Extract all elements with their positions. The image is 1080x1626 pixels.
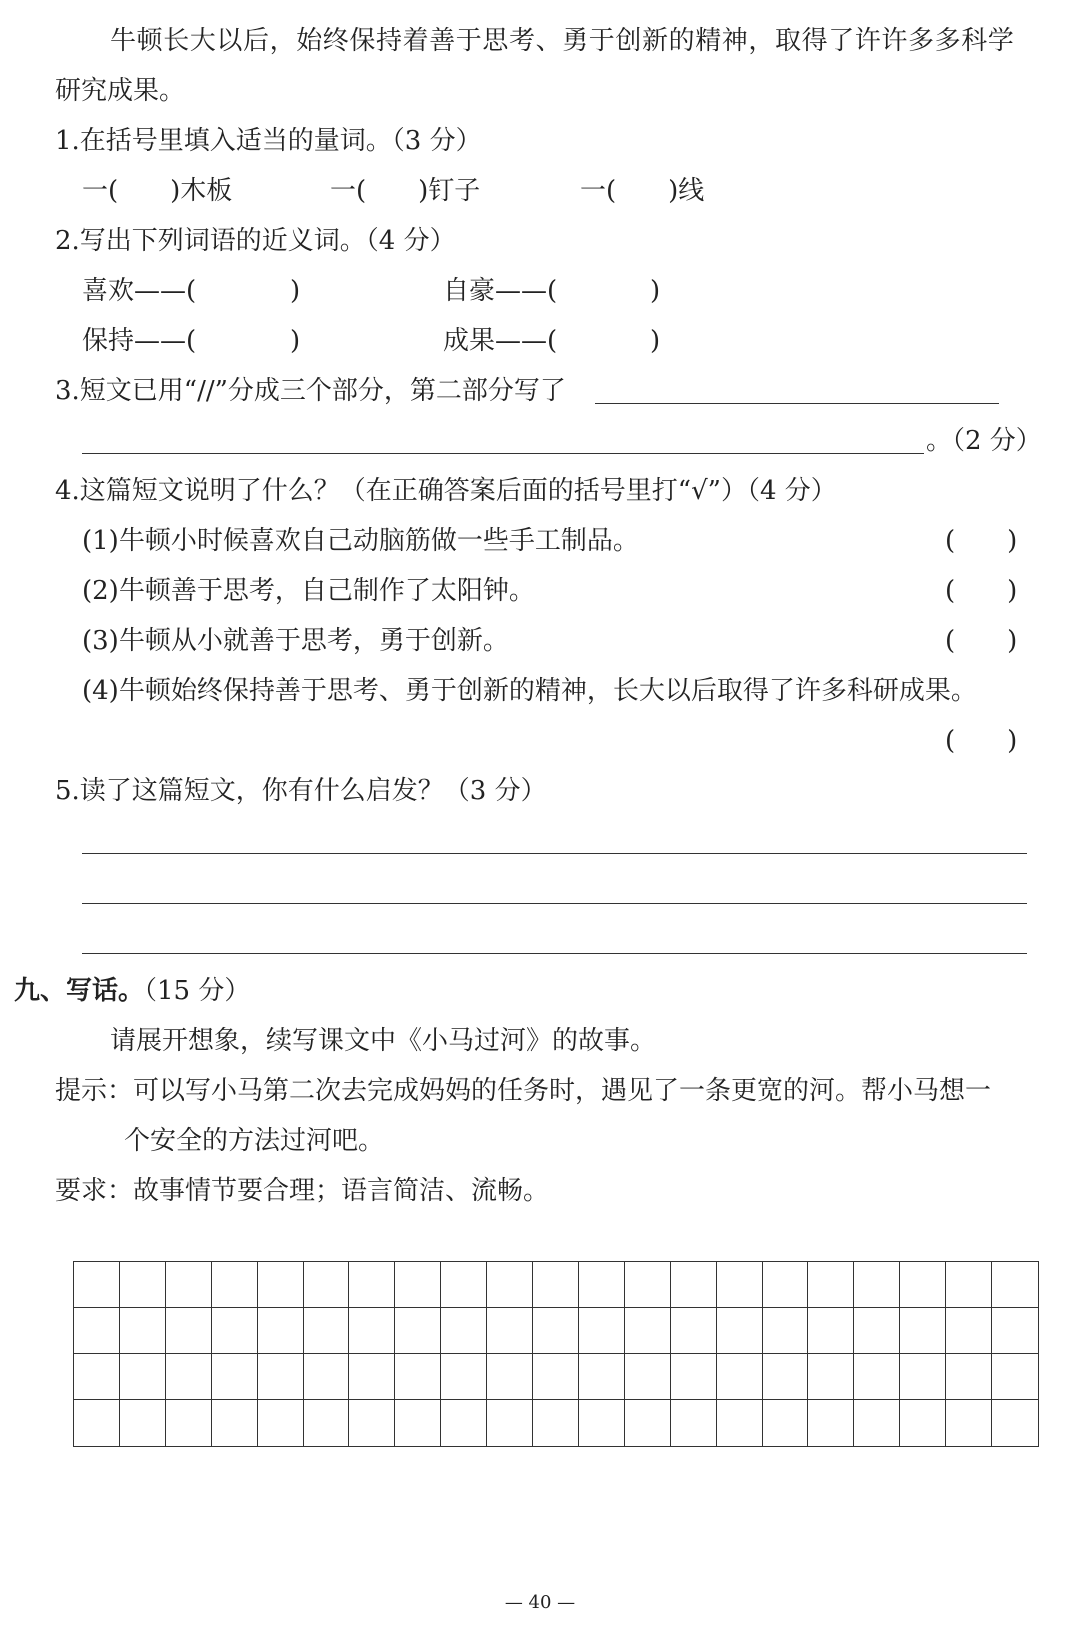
q4-option-2: (2)牛顿善于思考，自己制作了太阳钟。	[82, 576, 535, 606]
grid-cell[interactable]	[487, 1262, 533, 1308]
grid-cell[interactable]	[671, 1308, 717, 1354]
section9-hint-1: 提示：可以写小马第二次去完成妈妈的任务时，遇见了一条更宽的河。帮小马想一	[55, 1076, 992, 1106]
section9-prompt: 请展开想象，续写课文中《小马过河》的故事。	[110, 1026, 657, 1056]
q2-close-paren: )	[650, 276, 661, 306]
grid-cell[interactable]	[717, 1354, 763, 1400]
grid-cell[interactable]	[120, 1262, 166, 1308]
q2-item-like: 喜欢——(	[82, 276, 197, 306]
grid-cell[interactable]	[441, 1354, 487, 1400]
q4-option-1: (1)牛顿小时候喜欢自己动脑筋做一些手工制品。	[82, 526, 639, 556]
grid-cell[interactable]	[900, 1262, 946, 1308]
q4-option-4: (4)牛顿始终保持善于思考、勇于创新的精神，长大以后取得了许多科研成果。	[82, 676, 977, 706]
q3-answer-line-1[interactable]	[595, 403, 999, 404]
grid-cell[interactable]	[717, 1308, 763, 1354]
grid-cell[interactable]	[395, 1262, 441, 1308]
grid-cell[interactable]	[717, 1400, 763, 1446]
grid-cell[interactable]	[992, 1400, 1038, 1446]
grid-cell[interactable]	[763, 1308, 809, 1354]
grid-cell[interactable]	[258, 1308, 304, 1354]
q2-close-paren: )	[290, 276, 301, 306]
grid-cell[interactable]	[304, 1308, 350, 1354]
grid-cell[interactable]	[304, 1400, 350, 1446]
grid-cell[interactable]	[258, 1262, 304, 1308]
grid-cell[interactable]	[763, 1262, 809, 1308]
grid-cell[interactable]	[441, 1308, 487, 1354]
grid-cell[interactable]	[349, 1400, 395, 1446]
grid-cell[interactable]	[166, 1308, 212, 1354]
grid-cell[interactable]	[625, 1308, 671, 1354]
grid-cell[interactable]	[763, 1400, 809, 1446]
grid-cell[interactable]	[808, 1400, 854, 1446]
grid-cell[interactable]	[120, 1308, 166, 1354]
q5-answer-line-1[interactable]	[82, 853, 1027, 854]
q1-title: 1.在括号里填入适当的量词。（3 分）	[55, 126, 482, 156]
grid-cell[interactable]	[258, 1354, 304, 1400]
grid-cell[interactable]	[900, 1354, 946, 1400]
grid-cell[interactable]	[900, 1308, 946, 1354]
q5-answer-line-3[interactable]	[82, 953, 1027, 954]
q2-item-proud: 自豪——(	[443, 276, 558, 306]
section9-heading: 九、写话。	[14, 976, 145, 1006]
grid-cell[interactable]	[212, 1354, 258, 1400]
grid-cell[interactable]	[533, 1400, 579, 1446]
grid-cell[interactable]	[349, 1354, 395, 1400]
grid-cell[interactable]	[166, 1262, 212, 1308]
writing-grid[interactable]	[73, 1261, 1039, 1447]
q2-item-result: 成果——(	[443, 326, 558, 356]
grid-cell[interactable]	[166, 1400, 212, 1446]
grid-cell[interactable]	[671, 1354, 717, 1400]
q4-answer-paren-4[interactable]: ( )	[945, 726, 1018, 756]
passage-line-1: 牛顿长大以后，始终保持着善于思考、勇于创新的精神，取得了许许多多科学	[110, 26, 1015, 56]
q2-item-keep: 保持——(	[82, 326, 197, 356]
grid-cell[interactable]	[395, 1400, 441, 1446]
grid-cell[interactable]	[120, 1354, 166, 1400]
grid-cell[interactable]	[533, 1354, 579, 1400]
q5-answer-line-2[interactable]	[82, 903, 1027, 904]
grid-cell[interactable]	[120, 1400, 166, 1446]
grid-cell[interactable]	[854, 1354, 900, 1400]
grid-cell[interactable]	[74, 1354, 120, 1400]
q4-option-3: (3)牛顿从小就善于思考，勇于创新。	[82, 626, 509, 656]
grid-cell[interactable]	[625, 1400, 671, 1446]
q2-close-paren: )	[290, 326, 301, 356]
grid-cell[interactable]	[212, 1400, 258, 1446]
grid-cell[interactable]	[441, 1400, 487, 1446]
q3-answer-line-2[interactable]	[82, 453, 924, 454]
section9-score: （15 分）	[144, 976, 251, 1006]
grid-cell[interactable]	[946, 1354, 992, 1400]
grid-cell[interactable]	[395, 1308, 441, 1354]
grid-cell[interactable]	[854, 1400, 900, 1446]
q4-title: 4.这篇短文说明了什么？（在正确答案后面的括号里打“√”）（4 分）	[55, 476, 837, 506]
grid-cell[interactable]	[946, 1400, 992, 1446]
section9-header	[14, 974, 250, 1008]
grid-cell[interactable]	[395, 1354, 441, 1400]
grid-cell[interactable]	[763, 1354, 809, 1400]
grid-cell[interactable]	[487, 1400, 533, 1446]
grid-cell[interactable]	[533, 1262, 579, 1308]
q4-answer-paren-2[interactable]: ( )	[945, 576, 1018, 606]
grid-cell[interactable]	[487, 1308, 533, 1354]
q1-item-nail[interactable]: 一( )钉子	[330, 176, 481, 206]
section9-hint-2: 个安全的方法过河吧。	[124, 1126, 385, 1156]
grid-cell[interactable]	[625, 1262, 671, 1308]
passage-line-2: 研究成果。	[55, 76, 186, 106]
q1-item-thread[interactable]: 一( )线	[580, 176, 705, 206]
grid-cell[interactable]	[625, 1354, 671, 1400]
q2-title: 2.写出下列词语的近义词。（4 分）	[55, 226, 456, 256]
q2-close-paren: )	[650, 326, 661, 356]
grid-cell[interactable]	[992, 1308, 1038, 1354]
grid-cell[interactable]	[946, 1262, 992, 1308]
grid-cell[interactable]	[854, 1262, 900, 1308]
grid-cell[interactable]	[441, 1262, 487, 1308]
section9-requirement: 要求：故事情节要合理；语言简洁、流畅。	[55, 1176, 550, 1206]
grid-cell[interactable]	[946, 1308, 992, 1354]
grid-cell[interactable]	[992, 1262, 1038, 1308]
grid-cell[interactable]	[74, 1308, 120, 1354]
grid-cell[interactable]	[349, 1262, 395, 1308]
q4-answer-paren-3[interactable]: ( )	[945, 626, 1018, 656]
grid-cell[interactable]	[487, 1354, 533, 1400]
grid-cell[interactable]	[671, 1400, 717, 1446]
grid-cell[interactable]	[717, 1262, 763, 1308]
grid-cell[interactable]	[533, 1308, 579, 1354]
grid-cell[interactable]	[808, 1308, 854, 1354]
q1-item-board[interactable]: 一( )木板	[82, 176, 233, 206]
grid-cell[interactable]	[579, 1262, 625, 1308]
grid-cell[interactable]	[304, 1262, 350, 1308]
grid-cell[interactable]	[671, 1262, 717, 1308]
grid-cell[interactable]	[258, 1400, 304, 1446]
grid-cell[interactable]	[808, 1354, 854, 1400]
grid-cell[interactable]	[74, 1400, 120, 1446]
grid-cell[interactable]	[579, 1308, 625, 1354]
grid-cell[interactable]	[166, 1354, 212, 1400]
grid-cell[interactable]	[212, 1262, 258, 1308]
grid-cell[interactable]	[304, 1354, 350, 1400]
grid-cell[interactable]	[74, 1262, 120, 1308]
page-number: — 40 —	[504, 1592, 576, 1613]
q4-answer-paren-1[interactable]: ( )	[945, 526, 1018, 556]
grid-cell[interactable]	[349, 1308, 395, 1354]
q3-title: 3.短文已用“//”分成三个部分，第二部分写了	[55, 376, 566, 406]
grid-cell[interactable]	[212, 1308, 258, 1354]
grid-cell[interactable]	[992, 1354, 1038, 1400]
grid-cell[interactable]	[808, 1262, 854, 1308]
q3-score: 。（2 分）	[926, 426, 1042, 456]
grid-cell[interactable]	[579, 1354, 625, 1400]
grid-cell[interactable]	[579, 1400, 625, 1446]
q5-title: 5.读了这篇短文，你有什么启发？（3 分）	[55, 776, 547, 806]
grid-cell[interactable]	[854, 1308, 900, 1354]
grid-cell[interactable]	[900, 1400, 946, 1446]
